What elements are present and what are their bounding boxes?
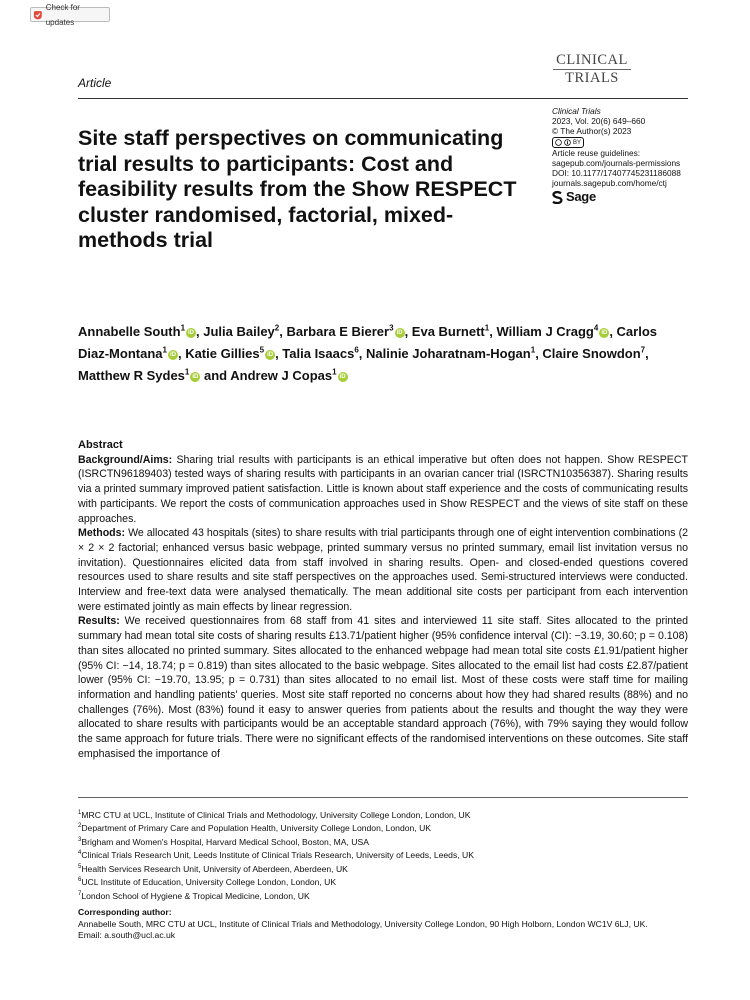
author-affiliation-number: 6 [354,345,359,355]
author-separator: , [358,346,367,362]
author-separator: , [489,324,497,340]
orcid-icon[interactable]: iD [267,351,274,358]
author [542,346,648,361]
author-affiliation-number: 1 [332,367,337,377]
author-list [78,320,678,385]
author-separator: , [196,324,204,340]
journal-home-link[interactable]: journals.sagepub.com/home/ctj [552,177,667,188]
publisher-logo [552,191,702,204]
corresponding-author-address: Annabelle South, MRC CTU at UCL, Institute of Clinical Trials and Methodology, University College London, 90 High Holborn, London WC1V 6LJ, UK. [78,918,648,929]
affiliation-item: $^4$Clinical Trials Research Unit, Leeds Institute of Clinical Trials Research, University of Leeds, Leeds, UK [78,850,474,861]
author [78,368,230,383]
abstract-background-label: Background/Aims: [78,453,173,466]
update-check-icon [33,10,43,20]
author-name: Annabelle South [78,324,181,340]
author-affiliation-number: 3 [389,324,394,333]
journal-logo [553,53,631,86]
abstract-methods-label: Methods: [78,527,126,540]
check-for-updates-label: Check for updates [45,2,80,27]
check-for-updates-button[interactable] [30,2,110,27]
author-separator: , [535,346,543,362]
author [78,324,203,339]
author-separator: and [200,367,231,383]
author-affiliation-number: 1 [530,345,536,355]
author-separator: , [609,324,617,340]
author [412,324,497,339]
abstract-background-text: Sharing trial results with participants is an ethical imperative but often does not happen. Show RESPECT (ISRCTN96189403) tested ways of sharing results with participants in an ovarian cancer trial (ISRCTN10356387). Sharing results via a printed summary improved patient satisfaction. Little is known about staff experience and the costs of communicating results with participants. We report the costs of communication approaches used in Show RESPECT and the views of site staff on these approaches. [78,453,688,525]
author-affiliation-number: 7 [640,345,646,355]
article-title: Site staff perspectives on communicating trial results to participants: Cost and feasibility results from the Show RESPECT cluster randomised, factorial, mixed-methods trial [78,126,517,252]
affiliation-item: $^1$MRC CTU at UCL, Institute of Clinical Trials and Methodology, University College London, London, UK [78,809,471,820]
author-separator: , [279,324,287,340]
corresponding-author-label: Corresponding author: [78,907,172,917]
author-separator: , [645,346,649,362]
affiliation-item: $^5$Health Services Research Unit, University of Aberdeen, Aberdeen, UK [78,863,348,874]
orcid-icon[interactable]: iD [188,329,195,336]
copyright-notice: © The Author(s) 2023 [552,125,632,136]
creative-commons-badge [552,137,584,148]
author-name: Claire Snowdon [542,346,641,362]
author [286,324,411,339]
abstract-results-label: Results: [78,615,120,628]
author [185,346,282,361]
publication-meta [552,107,702,204]
author-affiliation-number: 5 [259,345,265,355]
orcid-icon[interactable]: iD [339,373,346,380]
journal-name: Clinical Trials [552,106,601,116]
abstract-methods [78,526,688,614]
header-divider [78,98,688,99]
author-name: Andrew J Copas [230,367,333,383]
author-name: Nalinie Joharatnam-Hogan [366,346,531,362]
author-affiliation-number: 1 [184,367,190,377]
author [496,324,616,339]
cc-icon [555,139,562,146]
volume-info: 2023, Vol. 20(6) 649–660 [552,115,646,126]
author-name: Barbara E Bierer [286,324,390,340]
author-name: Julia Bailey [203,324,275,340]
abstract-results [78,614,688,761]
author-name: William J Cragg [496,324,594,340]
author [230,368,347,383]
cc-by-label: BY [573,139,582,146]
corresponding-author [78,907,698,942]
author [203,324,286,339]
author-name: Eva Burnett [411,324,485,340]
publisher-name: Sage [566,189,596,205]
abstract-methods-text: We allocated 43 hospitals (sites) to share results with trial participants through one of eight intervention combinations (2 × 2 × 2 factorial; enhanced versus basic webpage, printed summary versus no printed summary, email list invitation versus no invitation). Questionnaires elicited data from staff involved in sharing results. Open- and closed-ended questions covered resources used to share results and site staff perspectives on the approaches used. Semi-structured interviews were conducted. Interview and free-text data were analysed thematically. The mean additional site costs per participant from each intervention were estimated jointly as main effects by linear regression. [78,527,688,613]
author-affiliation-number: 1 [180,324,186,333]
reuse-guidelines-label: Article reuse guidelines: [552,148,641,159]
author-affiliation-number: 1 [162,345,167,355]
abstract-background [78,453,688,527]
corresponding-author-email[interactable]: Email: a.south@ucl.ac.uk [78,930,176,941]
article-type-label: Article [78,76,112,90]
orcid-icon[interactable]: iD [169,351,176,358]
affiliation-item: $^2$Department of Primary Care and Population Health, University College London, London, UK [78,823,432,834]
affiliation-item: $^3$Brigham and Women's Hospital, Harvard Medical School, Boston, MA, USA [78,836,369,847]
author-name: Carlos Diaz-Montana [78,324,658,362]
abstract-heading: Abstract [78,439,123,451]
reuse-guidelines-link[interactable]: sagepub.com/journals-permissions [552,158,681,169]
author-affiliation-number: 1 [484,324,490,333]
attribution-icon [564,139,571,146]
doi-link[interactable]: DOI: 10.1177/17407745231186088 [552,167,681,178]
affiliation-list [78,808,688,902]
author-separator: , [404,324,412,340]
journal-logo-line1: CLINICAL [556,52,628,68]
orcid-icon[interactable]: iD [396,329,403,336]
author-separator: , [275,346,283,362]
sage-logo-icon [552,191,563,204]
author-name: Talia Isaacs [282,346,355,362]
author-separator: , [177,346,186,362]
abstract [78,438,688,761]
author-name: Matthew R Sydes [78,367,185,383]
author [366,346,542,361]
affiliation-item: $^7$London School of Hygiene & Tropical Medicine, London, UK [78,890,310,901]
orcid-icon[interactable]: iD [192,373,199,380]
orcid-icon[interactable]: iD [601,329,608,336]
abstract-results-text: We received questionnaires from 68 staff from 41 sites and interviewed 11 site staff. Sites allocated to the printed summary had mean total site costs of sharing results £13.71/patient higher (95% confidence interval (CI): −3.19, 30.60; p = 0.108) than sites allocated no printed summary. Sites allocated to the enhanced webpage had mean total site costs £1.91/patient higher (95% CI: −14, 18.74; p = 0.819) than sites allocated to the basic webpage. Sites allocated to the email list had costs £2.87/patient lower (95% CI: −19.70, 13.95; p = 0.731) than sites allocated to no email list. Most of these costs were staff time for mailing information and handling patients' queries. Most site staff reported no concerns about how they had shared results (88%) and no challenges (76%). Most (83%) found it easy to answer queries from patients about the results and thought the way they were allocated to share results with participants would be an acceptable standard approach (76%), with 79% saying they would follow the same approach for future trials. There were no significant effects of the randomised interventions on these outcomes. Site staff emphasised the importance of [78,615,688,760]
author-affiliation-number: 2 [274,324,280,333]
journal-logo-line2: TRIALS [565,70,619,86]
author [282,346,366,361]
author-affiliation-number: 4 [593,324,599,333]
author-name: Katie Gillies [185,346,260,362]
footnote-divider [78,797,688,798]
affiliation-item: $^6$UCL Institute of Education, University College London, London, UK [78,877,337,888]
